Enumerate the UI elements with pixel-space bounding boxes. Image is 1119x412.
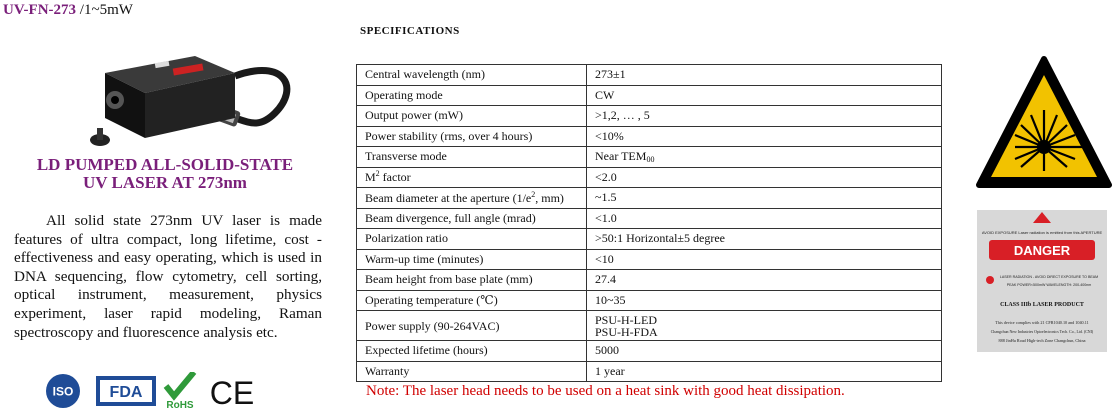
spec-key-main: Beam diameter at the aperture (1/e (365, 190, 532, 205)
rohs-icon (166, 372, 194, 410)
spec-key: Output power (mW) (357, 106, 587, 127)
spec-key: Beam divergence, full angle (mrad) (357, 208, 587, 229)
spec-value: <10% (587, 126, 942, 147)
svg-text:DANGER: DANGER (1013, 243, 1071, 258)
table-row (357, 188, 942, 209)
spec-key-superscript: 2 (375, 169, 380, 179)
product-title-line2: UV LASER AT 273nm (83, 173, 247, 192)
laser-product-photo (85, 48, 305, 160)
spec-value: 273±1 (587, 65, 942, 86)
product-title (0, 156, 330, 192)
spec-key: Power supply (90-264VAC) (357, 311, 587, 341)
table-row (357, 270, 942, 291)
laser-warning-icon (975, 55, 1113, 191)
spec-key: Warranty (357, 361, 587, 382)
svg-text:CLASS IIIb LASER PRODUCT: CLASS IIIb LASER PRODUCT (1000, 302, 1084, 308)
spec-key (357, 167, 587, 188)
spec-value: <10 (587, 249, 942, 270)
spec-key (357, 188, 587, 209)
svg-text:AVOID EXPOSURE Laser radiatio: AVOID EXPOSURE Laser radiation is emitted from this APERTURE (981, 230, 1103, 235)
spec-value: 27.4 (587, 270, 942, 291)
spec-key-rest: factor (379, 170, 411, 185)
spec-value: 10~35 (587, 290, 942, 311)
table-row (357, 249, 942, 270)
spec-key: Warm-up time (minutes) (357, 249, 587, 270)
spec-key: Expected lifetime (hours) (357, 341, 587, 362)
specifications-heading: SPECIFICATIONS (360, 25, 460, 37)
spec-value: 1 year (587, 361, 942, 382)
iso-icon (46, 374, 80, 408)
svg-text:This device complies with 21 C: This device complies with 21 CFR1040.10 and 1040.11 (995, 320, 1089, 325)
spec-value: <1.0 (587, 208, 942, 229)
svg-text:LASER RADIATION - AVOID DIRECT: LASER RADIATION - AVOID DIRECT EXPOSURE TO BEAM (999, 275, 1099, 279)
table-row (357, 341, 942, 362)
spec-value (587, 311, 942, 341)
spec-value-line2: PSU-H-FDA (595, 324, 658, 339)
table-row (357, 229, 942, 250)
spec-key: Transverse mode (357, 147, 587, 168)
product-header (3, 2, 133, 19)
spec-value: <2.0 (587, 167, 942, 188)
svg-text:RoHS: RoHS (166, 400, 194, 410)
certification-logos (44, 372, 264, 410)
power-range: /1~5mW (76, 2, 133, 18)
spec-value (587, 147, 942, 168)
spec-key-rest: , mm) (535, 190, 564, 205)
svg-text:ISO: ISO (52, 384, 74, 399)
spec-value: >50:1 Horizontal±5 degree (587, 229, 942, 250)
table-row (357, 147, 942, 168)
table-row (357, 65, 942, 86)
product-description: All solid state 273nm UV laser is made features of ultra compact, long lifetime, cost -effectiveness and easy operating, which is used in DNA sequencing, flow cytometry, cell sorting, optical instrument, measurement, physics experiment, laser rapid modeling, Raman spectroscopy and fluorescence analysis etc. (14, 212, 322, 341)
spec-key: Operating temperature (℃) (357, 290, 587, 311)
heat-sink-note: Note: The laser head needs to be used on a heat sink with good heat dissipation. (366, 383, 845, 399)
spec-key: Polarization ratio (357, 229, 587, 250)
table-row (357, 126, 942, 147)
product-title-line1: LD PUMPED ALL-SOLID-STATE (36, 155, 294, 174)
spec-key: Operating mode (357, 85, 587, 106)
svg-text:PEAK POWER<500mW WAVELENGTH:: PEAK POWER<500mW WAVELENGTH: 200-400nm (1006, 283, 1092, 287)
spec-key-main: M (365, 170, 376, 185)
svg-text:888 JinHu Road High-tech Zone: 888 JinHu Road High-tech Zone Changchun, China (998, 338, 1086, 343)
table-row (357, 167, 942, 188)
spec-key: Central wavelength (nm) (357, 65, 587, 86)
table-row (357, 85, 942, 106)
fda-icon (96, 376, 156, 406)
table-row (357, 290, 942, 311)
spec-value: CW (587, 85, 942, 106)
svg-text:Changchun New Industries Optoe: Changchun New Industries Optoelectronics Tech. Co., Ltd. (CNI) (990, 330, 1094, 334)
spec-value: ~1.5 (587, 188, 942, 209)
spec-value: 5000 (587, 341, 942, 362)
spec-value-line1: PSU-H-LED (595, 312, 657, 327)
spec-key-superscript: 2 (531, 189, 536, 199)
spec-value: >1,2, … , 5 (587, 106, 942, 127)
table-row (357, 311, 942, 341)
model-name: UV-FN-273 (3, 2, 77, 18)
svg-text:FDA: FDA (109, 384, 143, 401)
table-row (357, 106, 942, 127)
danger-label-icon (977, 210, 1107, 352)
spec-key: Beam height from base plate (mm) (357, 270, 587, 291)
specifications-table (356, 64, 942, 382)
spec-value-subscript: 00 (646, 155, 655, 165)
table-row (357, 361, 942, 382)
ce-icon (210, 375, 254, 410)
table-row (357, 208, 942, 229)
svg-text:CE: CE (209, 375, 255, 410)
spec-key: Power stability (rms, over 4 hours) (357, 126, 587, 147)
spec-value-main: Near TEM (595, 149, 647, 164)
